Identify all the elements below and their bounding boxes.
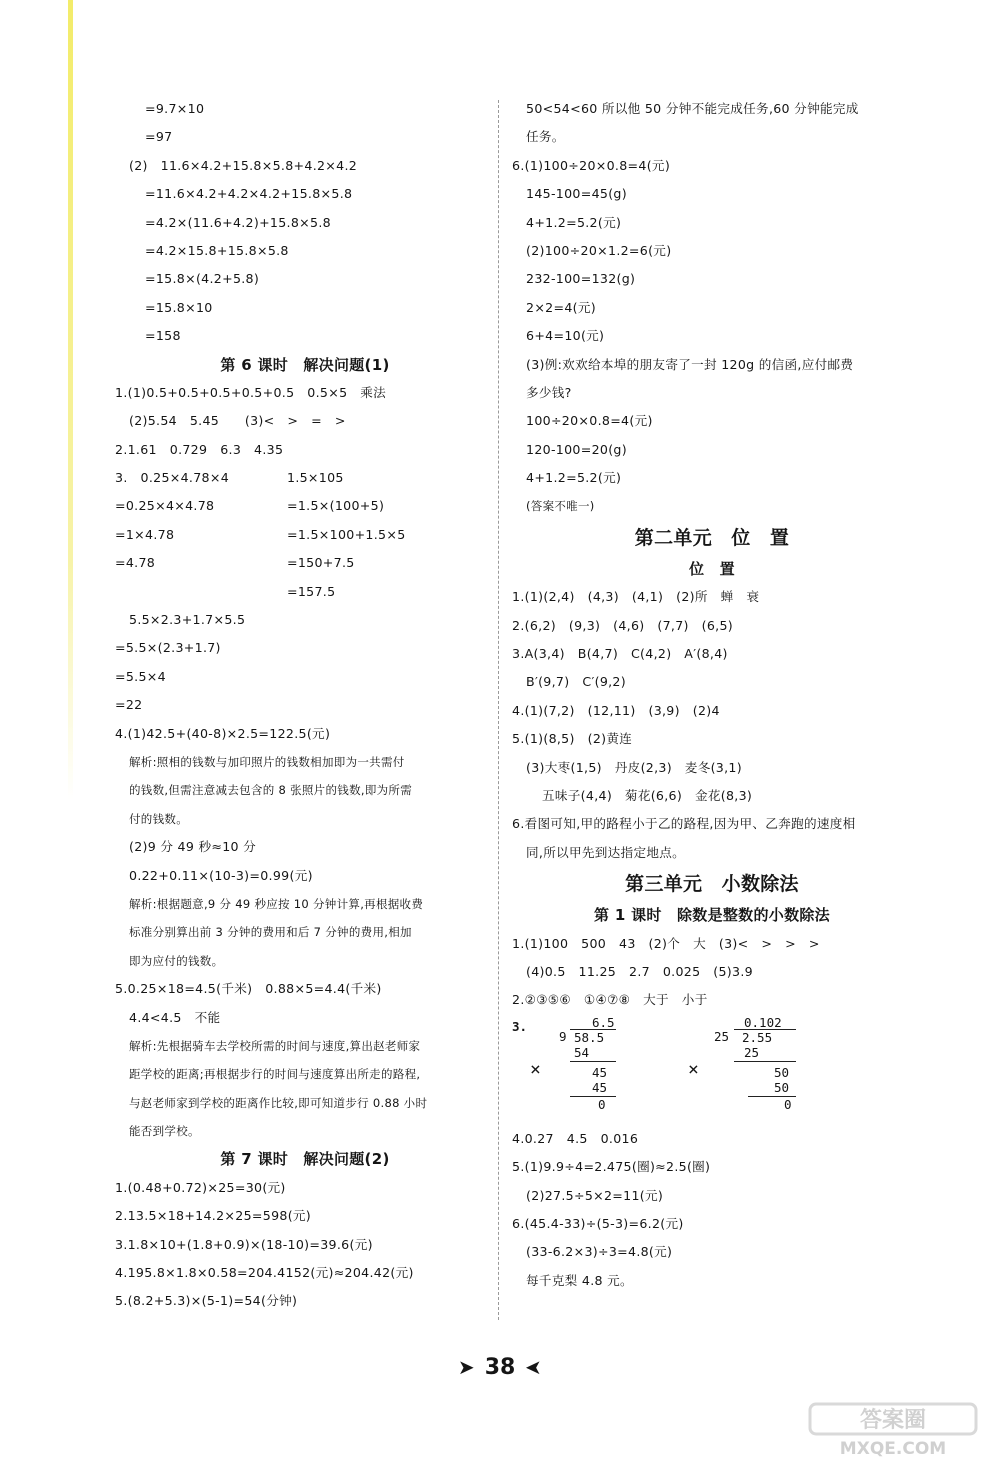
answer-line: 3. 0.25×4.78×4 1.5×105 — [115, 470, 344, 486]
answer-line: 标准分别算出前 3 分钟的费用和后 7 分钟的费用,相加 — [129, 925, 412, 940]
answer-line: 6.(1)100÷20×0.8=4(元) — [512, 157, 671, 173]
page-number: ➤ 38 ➤ — [457, 1355, 543, 1380]
margin-highlight — [68, 0, 73, 800]
wrong-mark-a: × — [530, 1058, 541, 1080]
answer-line: 3.A(3,4) B(4,7) C(4,2) A′(8,4) — [512, 646, 728, 662]
answer-line: 4.0.27 4.5 0.016 — [512, 1130, 639, 1146]
answer-line: =11.6×4.2+4.2×4.2+15.8×5.8 — [145, 186, 353, 202]
answer-line: 4+1.2=5.2(元) — [526, 214, 622, 230]
answer-line: 即为应付的钱数。 — [129, 953, 224, 968]
answer-line: 100÷20×0.8=4(元) — [526, 413, 653, 429]
divisor-a: 9 — [559, 1028, 567, 1044]
answer-line: 6.看图可知,甲的路程小于乙的路程,因为甲、乙奔跑的速度相 — [512, 816, 856, 832]
answer-line: 1.(0.48+0.72)×25=30(元) — [115, 1179, 286, 1195]
answer-line: 5.(1)9.9÷4=2.475(圈)≈2.5(圈) — [512, 1159, 711, 1175]
answer-line: =5.5×(2.3+1.7) — [115, 640, 221, 656]
answer-line: 1.(1)0.5+0.5+0.5+0.5+0.5 0.5×5 乘法 — [115, 384, 387, 400]
answer-line: (答案不唯一) — [526, 499, 595, 514]
answer-line: (2)27.5÷5×2=11(元) — [526, 1187, 664, 1203]
answer-line: 距学校的距离;再根据步行的时间与速度算出所走的路程, — [129, 1067, 421, 1082]
answer-line: (2)9 分 49 秒≈10 分 — [129, 839, 257, 855]
answer-line: 的钱数,但需注意减去包含的 8 张照片的钱数,即为所需 — [129, 783, 413, 798]
answer-line: 120-100=20(g) — [526, 441, 627, 457]
divisor-b: 25 — [714, 1028, 730, 1044]
answer-line: 能否到学校。 — [129, 1124, 200, 1139]
left-arrow-icon: ➤ — [525, 1355, 543, 1379]
answer-line: 6+4=10(元) — [526, 328, 605, 344]
svg-text:MXQE.COM: MXQE.COM — [839, 1439, 947, 1459]
answer-line: 6.(45.4-33)÷(5-3)=6.2(元) — [512, 1215, 684, 1231]
answer-line: 4.4<4.5 不能 — [129, 1009, 221, 1025]
answer-line: (2) 11.6×4.2+15.8×5.8+4.2×4.2 — [129, 157, 358, 173]
answer-line: 1.(1)(2,4) (4,3) (4,1) (2)所 蝉 衰 — [512, 589, 760, 605]
answer-line: 与赵老师家到学校的距离作比较,即可知道步行 0.88 小时 — [129, 1095, 428, 1110]
answer-line: 4+1.2=5.2(元) — [526, 470, 622, 486]
answer-line: =4.2×15.8+15.8×5.8 — [145, 242, 289, 258]
answer-line: 解析:先根据骑车去学校所需的时间与速度,算出赵老师家 — [129, 1038, 421, 1053]
section-heading: 第二单元 位 置 — [634, 526, 790, 549]
answer-line: =9.7×10 — [145, 101, 205, 116]
answer-line: =1×4.78 =1.5×100+1.5×5 — [115, 526, 406, 542]
answer-line: =158 — [145, 328, 181, 344]
column-divider — [498, 100, 499, 1320]
answer-line: 5.(8.2+5.3)×(5-1)=54(分钟) — [115, 1293, 298, 1309]
answer-line: (2)100÷20×1.2=6(元) — [526, 242, 672, 258]
answer-line: 2×2=4(元) — [526, 299, 596, 315]
answer-line: 1.(1)100 500 43 (2)个 大 (3)< > > > — [512, 935, 820, 951]
long-division-block: 3. × 6.5 9 58.5 54 45 45 0 × 0.102 25 2.55 25 50 50 0 — [512, 1015, 912, 1125]
quotient-b: 0.102 — [744, 1014, 782, 1030]
dividend-b: 2.55 — [742, 1029, 773, 1045]
answer-line: 任务。 — [526, 129, 565, 145]
answer-line: 50<54<60 所以他 50 分钟不能完成任务,60 分钟能完成 — [526, 101, 859, 116]
answer-line: 0.22+0.11×(10-3)=0.99(元) — [129, 867, 313, 883]
answer-line: =15.8×(4.2+5.8) — [145, 271, 260, 287]
answer-line: =97 — [145, 129, 173, 145]
quotient-a: 6.5 — [592, 1014, 615, 1030]
right-column — [512, 95, 912, 1295]
section-heading: 第 7 课时 解决问题(2) — [220, 1150, 390, 1169]
answer-line: 5.5×2.3+1.7×5.5 — [129, 612, 246, 628]
watermark-logo — [804, 1400, 982, 1460]
answer-line: 4.(1)(7,2) (12,11) (3,9) (2)4 — [512, 702, 720, 718]
answer-line: 付的钱数。 — [129, 811, 188, 826]
answer-line: (2)5.54 5.45 (3)< > = > — [129, 413, 346, 429]
answer-line: 解析:照相的钱数与加印照片的钱数相加即为一共需付 — [129, 754, 405, 769]
answer-line: 5.(1)(8,5) (2)黄连 — [512, 731, 633, 747]
wrong-mark-b: × — [688, 1058, 699, 1080]
answer-line: 145-100=45(g) — [526, 186, 627, 202]
section-heading: 第 1 课时 除数是整数的小数除法 — [594, 906, 830, 925]
answer-line: =15.8×10 — [145, 299, 213, 315]
answer-line: 2.13.5×18+14.2×25=598(元) — [115, 1208, 312, 1224]
svg-text:答案圈: 答案圈 — [859, 1408, 927, 1433]
answer-line: (3)大枣(1,5) 丹皮(2,3) 麦冬(3,1) — [526, 759, 742, 775]
answer-line: 2.1.61 0.729 6.3 4.35 — [115, 441, 284, 457]
answer-line: 232-100=132(g) — [526, 271, 636, 287]
left-column — [115, 95, 495, 1316]
answer-line: (4)0.5 11.25 2.7 0.025 (5)3.9 — [526, 963, 753, 979]
answer-line: (33-6.2×3)÷3=4.8(元) — [526, 1244, 673, 1260]
answer-line: 4.195.8×1.8×0.58=204.4152(元)≈204.42(元) — [115, 1265, 414, 1281]
answer-line: =4.2×(11.6+4.2)+15.8×5.8 — [145, 214, 331, 230]
answer-line: 五味子(4,4) 菊花(6,6) 金花(8,3) — [542, 787, 753, 803]
answer-line: =5.5×4 — [115, 668, 166, 684]
answer-line: =0.25×4×4.78 =1.5×(100+5) — [115, 498, 385, 514]
answer-line: 5.0.25×18=4.5(千米) 0.88×5=4.4(千米) — [115, 981, 382, 997]
answer-line: 每千克梨 4.8 元。 — [526, 1272, 633, 1288]
answer-line: =157.5 — [287, 583, 336, 599]
answer-line: =4.78 =150+7.5 — [115, 555, 355, 571]
answer-line: =22 — [115, 697, 143, 713]
section-heading: 位 置 — [689, 559, 735, 578]
section-heading: 第 6 课时 解决问题(1) — [220, 355, 390, 374]
answer-line: 同,所以甲先到达指定地点。 — [526, 844, 686, 860]
answer-line: 多少钱? — [526, 384, 572, 400]
section-heading: 第三单元 小数除法 — [625, 873, 799, 896]
right-arrow-icon: ➤ — [457, 1355, 475, 1379]
answer-line: B′(9,7) C′(9,2) — [526, 674, 626, 690]
question-number: 3. — [512, 1018, 528, 1034]
dividend-a: 58.5 — [574, 1029, 605, 1045]
answer-line: 2.②③⑤⑥ ①④⑦⑧ 大于 小于 — [512, 992, 708, 1008]
answer-line: 3.1.8×10+(1.8+0.9)×(18-10)=39.6(元) — [115, 1236, 373, 1252]
answer-line: 4.(1)42.5+(40-8)×2.5=122.5(元) — [115, 725, 331, 741]
answer-line: 解析:根据题意,9 分 49 秒应按 10 分钟计算,再根据收费 — [129, 896, 424, 911]
answer-line: 2.(6,2) (9,3) (4,6) (7,7) (6,5) — [512, 617, 733, 633]
answer-line: (3)例:欢欢给本埠的朋友寄了一封 120g 的信函,应付邮费 — [526, 356, 854, 372]
